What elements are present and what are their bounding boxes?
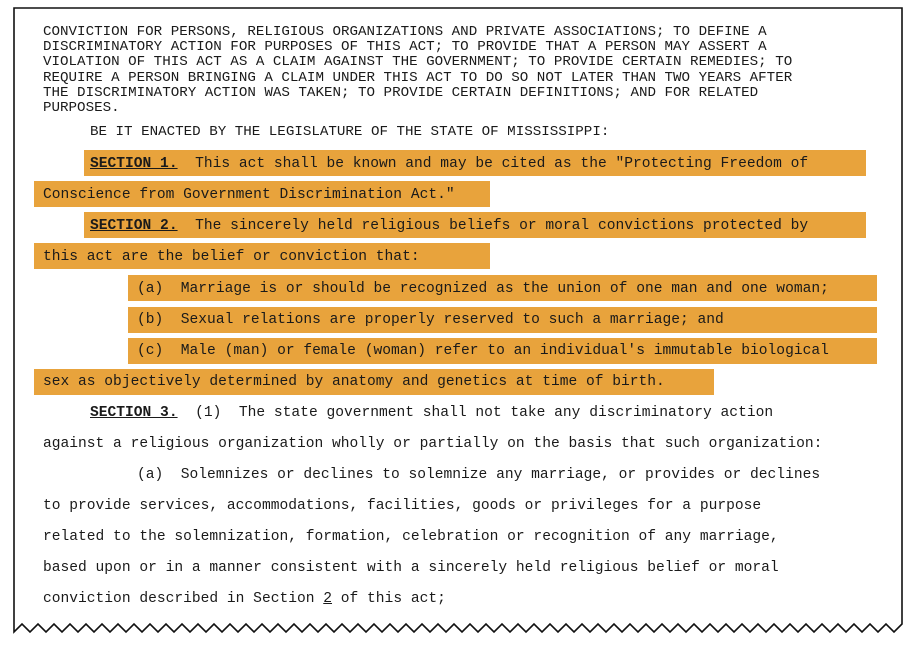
section3-line1 xyxy=(90,404,773,422)
section3-item-a1: (a) Solemnizes or declines to solemnize any marriage, or provides or declines xyxy=(137,467,821,483)
section2-label: SECTION 2. xyxy=(90,218,178,234)
title-line-3: VIOLATION OF THIS ACT AS A CLAIM AGAINST THE GOVERNMENT; TO PROVIDE CERTAIN REMEDIES; TO xyxy=(43,54,793,70)
title-line-2: DISCRIMINATORY ACTION FOR PURPOSES OF THIS ACT; TO PROVIDE THAT A PERSON MAY ASSERT A xyxy=(43,39,767,55)
section2-line2: this act are the belief or conviction that: xyxy=(43,249,420,265)
section3-line2: against a religious organization wholly or partially on the basis that such organization: xyxy=(43,436,823,452)
title-line-6: PURPOSES. xyxy=(43,100,120,116)
title-line-5: THE DISCRIMINATORY ACTION WAS TAKEN; TO PROVIDE CERTAIN DEFINITIONS; AND FOR RELATED xyxy=(43,85,759,101)
section3-label: SECTION 3. xyxy=(90,405,178,421)
section3-item-a5 xyxy=(43,590,446,608)
section2-text-1: The sincerely held religious beliefs or moral convictions protected by xyxy=(195,218,809,234)
title-line-1: CONVICTION FOR PERSONS, RELIGIOUS ORGANIZATIONS AND PRIVATE ASSOCIATIONS; TO DEFINE A xyxy=(43,24,767,40)
section2-item-c2: sex as objectively determined by anatomy and genetics at time of birth. xyxy=(43,374,665,390)
section1-line2: Conscience from Government Discrimination Act." xyxy=(43,187,455,203)
section3-text-1: (1) The state government shall not take any discriminatory action xyxy=(195,405,774,421)
section3-item-a3: related to the solemnization, formation, celebration or recognition of any marriage, xyxy=(43,529,779,545)
enacting-clause: BE IT ENACTED BY THE LEGISLATURE OF THE STATE OF MISSISSIPPI: xyxy=(90,124,610,140)
section3-item-a5-pre: conviction described in Section xyxy=(43,591,324,607)
section1-text-1: This act shall be known and may be cited as the "Protecting Freedom of xyxy=(195,156,809,172)
title-line-4: REQUIRE A PERSON BRINGING A CLAIM UNDER THIS ACT TO DO SO NOT LATER THAN TWO YEARS AFTER xyxy=(43,70,793,86)
section3-item-a4: based upon or in a manner consistent with a sincerely held religious belief or moral xyxy=(43,560,779,576)
section2-item-b: (b) Sexual relations are properly reserved to such a marriage; and xyxy=(137,312,724,328)
section-2-reference: 2 xyxy=(323,591,333,607)
section3-item-a2: to provide services, accommodations, facilities, goods or privileges for a purpose xyxy=(43,498,762,514)
section1-label: SECTION 1. xyxy=(90,156,178,172)
section1-line1 xyxy=(90,155,808,173)
section3-item-a5-post: of this act; xyxy=(332,591,446,607)
section2-item-c1: (c) Male (man) or female (woman) refer to an individual's immutable biological xyxy=(137,343,829,359)
section2-line1 xyxy=(90,217,808,235)
section2-item-a: (a) Marriage is or should be recognized as the union of one man and one woman; xyxy=(137,281,829,297)
